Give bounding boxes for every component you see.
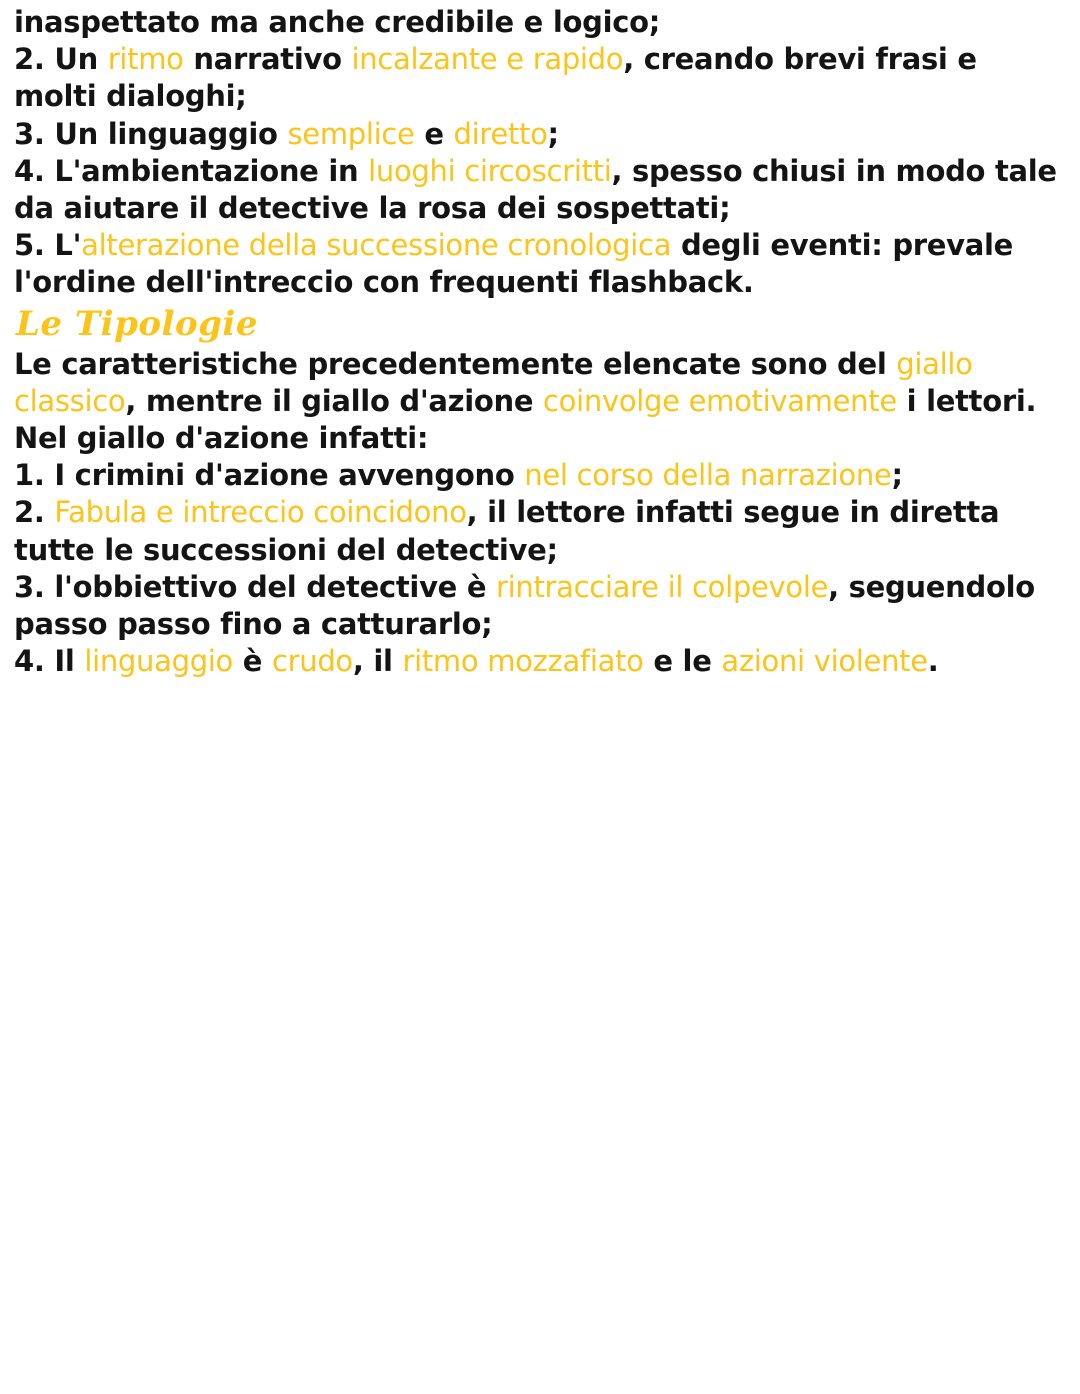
- body-text: e le: [643, 644, 722, 679]
- section-heading: Le Tipologie: [16, 303, 258, 344]
- highlighted-text: ritmo mozzafiato: [402, 644, 644, 679]
- highlighted-text: giallo: [896, 346, 973, 381]
- text-line: [14, 457, 1060, 494]
- highlighted-text: rintracciare il colpevole: [496, 569, 829, 604]
- highlighted-text: coinvolge emotivamente: [543, 383, 897, 418]
- body-text: è: [233, 644, 272, 679]
- highlighted-text: luoghi circoscritti: [368, 153, 612, 188]
- text-line: [14, 606, 1060, 643]
- text-line: [14, 643, 1060, 680]
- body-text: molti dialoghi;: [14, 79, 247, 114]
- body-text: 1. I crimini d'azione avvengono: [14, 458, 525, 493]
- text-line: [14, 78, 1060, 115]
- highlighted-text: azioni violente: [721, 644, 928, 679]
- highlighted-text: incalzante e rapido: [351, 42, 624, 77]
- body-text: ;: [891, 458, 903, 493]
- body-text: i lettori.: [896, 383, 1037, 418]
- text-line: [14, 153, 1060, 190]
- highlighted-text: linguaggio: [84, 644, 233, 679]
- text-line: [14, 494, 1060, 531]
- body-text: da aiutare il detective la rosa dei sospettati;: [14, 191, 731, 226]
- highlighted-text: nel corso della narrazione: [524, 458, 892, 493]
- text-line: [14, 190, 1060, 227]
- body-text: , creando brevi frasi e: [623, 42, 977, 77]
- body-text: narrativo: [183, 42, 352, 77]
- body-text: Nel giallo d'azione infatti:: [14, 421, 429, 456]
- body-text: 4. L'ambientazione in: [14, 153, 369, 188]
- highlighted-text: alterazione della successione cronologica: [81, 228, 672, 263]
- body-text: 4. Il: [14, 644, 85, 679]
- highlighted-text: Fabula e intreccio coincidono: [54, 495, 467, 530]
- body-text: tutte le successioni del detective;: [14, 532, 558, 567]
- text-line: [14, 227, 1060, 264]
- features-list: [14, 4, 1060, 302]
- body-text: l'ordine dell'intreccio con frequenti flashback.: [14, 265, 754, 300]
- text-line: [14, 41, 1060, 78]
- typologies-text: [14, 346, 1060, 681]
- text-line: [14, 346, 1060, 383]
- highlighted-text: ritmo: [107, 42, 184, 77]
- body-text: degli eventi: prevale: [671, 228, 1014, 263]
- text-line: [14, 569, 1060, 606]
- body-text: , mentre il giallo d'azione: [125, 383, 544, 418]
- body-text: , il lettore infatti segue in diretta: [466, 495, 1000, 530]
- body-text: ;: [547, 116, 559, 151]
- highlighted-text: diretto: [453, 116, 548, 151]
- body-text: Le caratteristiche precedentemente elencate sono del: [14, 346, 897, 381]
- body-text: 3. l'obbiettivo del detective è: [14, 569, 496, 604]
- highlighted-text: semplice: [287, 116, 415, 151]
- text-line: [14, 420, 1060, 457]
- body-text: inaspettato ma anche credibile e logico;: [14, 5, 661, 39]
- text-line: [14, 264, 1060, 301]
- body-text: passo passo fino a catturarlo;: [14, 607, 493, 642]
- text-line: [14, 532, 1060, 569]
- highlighted-text: classico: [14, 383, 126, 418]
- body-text: 5. L': [14, 228, 82, 263]
- highlighted-text: crudo: [271, 644, 353, 679]
- body-text: e: [414, 116, 454, 151]
- text-line: [14, 4, 1060, 41]
- body-text: , il: [352, 644, 403, 679]
- body-text: 2. Un: [14, 42, 108, 77]
- body-text: .: [927, 644, 939, 679]
- text-line: [14, 383, 1060, 420]
- body-text: 3. Un linguaggio: [14, 116, 288, 151]
- body-text: , spesso chiusi in modo tale: [611, 153, 1057, 188]
- text-line: [14, 116, 1060, 153]
- body-text: 2.: [14, 495, 55, 530]
- body-text: , seguendolo: [828, 569, 1035, 604]
